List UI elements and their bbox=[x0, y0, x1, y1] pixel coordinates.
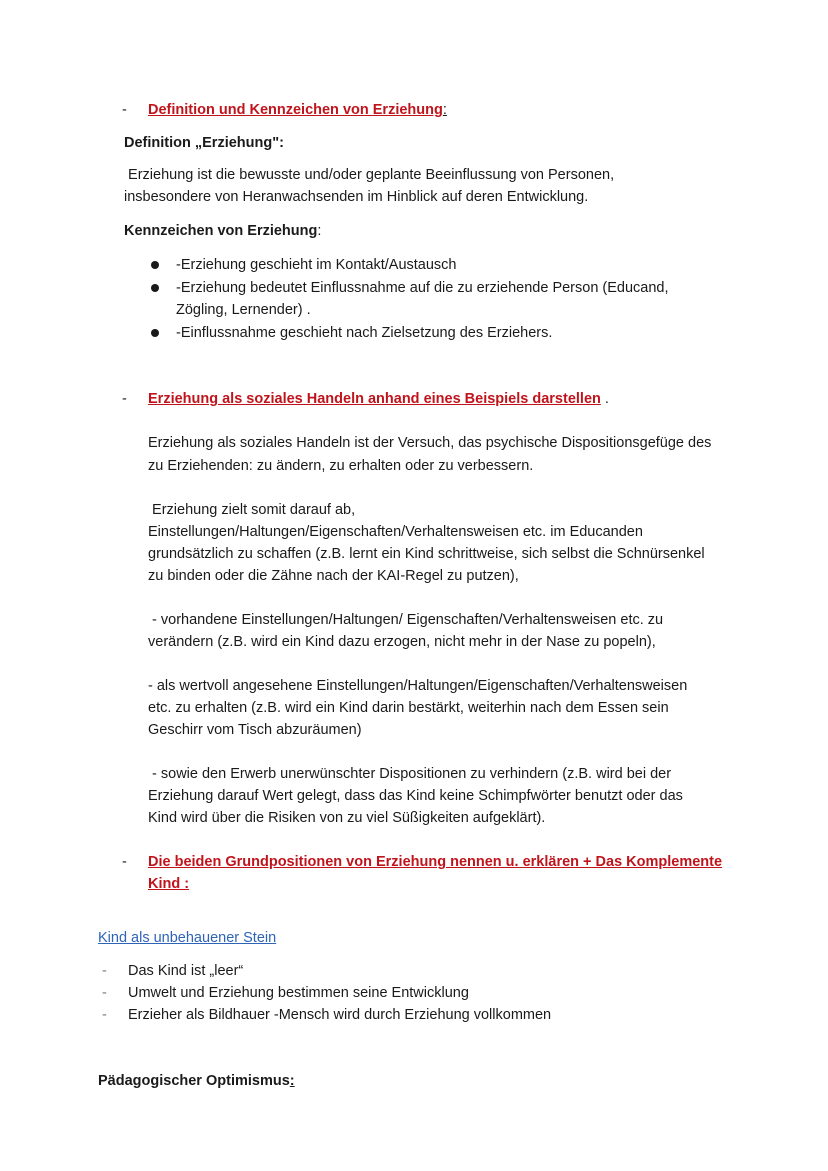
bullet-icon bbox=[151, 329, 159, 337]
link-kind-als-stein[interactable]: Kind als unbehauener Stein bbox=[98, 930, 277, 946]
definition-title: Definition „Erziehung": bbox=[124, 135, 284, 151]
list-dash: - bbox=[122, 391, 127, 407]
bullet-item-continuation: Zögling, Lernender) . bbox=[176, 302, 311, 318]
kennzeichen-title-text: Kennzeichen von Erziehung bbox=[124, 223, 318, 239]
definition-line-2: insbesondere von Heranwachsenden im Hinblick auf deren Entwicklung. bbox=[124, 189, 589, 205]
list-item: Erzieher als Bildhauer -Mensch wird durch Erziehung vollkommen bbox=[128, 1007, 552, 1023]
list-dash: - bbox=[102, 985, 107, 1001]
heading-text: Kind : bbox=[148, 876, 190, 892]
kennzeichen-colon: : bbox=[317, 223, 322, 239]
optimismus-colon: : bbox=[289, 1073, 295, 1089]
paragraph-line: etc. zu erhalten (z.B. wird ein Kind darin bestärkt, weiterhin nach dem Essen sein bbox=[148, 700, 669, 716]
heading-text: Definition und Kennzeichen von Erziehung bbox=[148, 102, 443, 118]
list-item: Das Kind ist „leer“ bbox=[128, 963, 244, 979]
section-heading-soziales-handeln bbox=[148, 388, 609, 410]
bullet-item: -Erziehung geschieht im Kontakt/Austausch bbox=[176, 257, 457, 273]
kennzeichen-title bbox=[124, 220, 321, 242]
paragraph-line: Geschirr vom Tisch abzuräumen) bbox=[148, 722, 362, 738]
paragraph-line: Erziehung als soziales Handeln ist der Versuch, das psychische Dispositionsgefüge des bbox=[148, 435, 712, 451]
section-heading-grundpositionen bbox=[148, 851, 722, 873]
bullet-item: -Einflussnahme geschieht nach Zielsetzung des Erziehers. bbox=[176, 325, 553, 341]
heading-suffix: . bbox=[600, 391, 609, 407]
paragraph-line: Erziehung zielt somit darauf ab, bbox=[148, 502, 356, 518]
heading-text: Die beiden Grundpositionen von Erziehung nennen u. erklären + Das Komplemente bbox=[148, 854, 723, 870]
list-dash: - bbox=[122, 854, 127, 870]
paragraph-line: - sowie den Erwerb unerwünschter Dispositionen zu verhindern (z.B. wird bei der bbox=[148, 766, 672, 782]
section-heading-grundpositionen-line2 bbox=[148, 873, 189, 895]
list-item: Umwelt und Erziehung bestimmen seine Entwicklung bbox=[128, 985, 469, 1001]
paragraph-line: - als wertvoll angesehene Einstellungen/Haltungen/Eigenschaften/Verhaltensweisen bbox=[148, 678, 688, 694]
paragraph-line: verändern (z.B. wird ein Kind dazu erzogen, nicht mehr in der Nase zu popeln), bbox=[148, 634, 656, 650]
optimismus-title-text: Pädagogischer Optimismus bbox=[98, 1073, 290, 1089]
paragraph-line: Kind wird über die Risiken von zu viel Süßigkeiten aufgeklärt). bbox=[148, 810, 546, 826]
paragraph-line: zu Erziehenden: zu ändern, zu erhalten oder zu verbessern. bbox=[148, 458, 534, 474]
heading-text: Erziehung als soziales Handeln anhand eines Beispiels darstellen bbox=[148, 391, 601, 407]
definition-line-1: Erziehung ist die bewusste und/oder geplante Beeinflussung von Personen, bbox=[124, 167, 615, 183]
paragraph-line: - vorhandene Einstellungen/Haltungen/ Eigenschaften/Verhaltensweisen etc. zu bbox=[148, 612, 664, 628]
bullet-item: -Erziehung bedeutet Einflussnahme auf die zu erziehende Person (Educand, bbox=[176, 280, 669, 296]
heading-colon: : bbox=[442, 102, 447, 118]
section-title-optimismus bbox=[98, 1070, 295, 1092]
paragraph-line: grundsätzlich zu schaffen (z.B. lernt ein Kind schrittweise, sich selbst die Schnürsenkel bbox=[148, 546, 705, 562]
bullet-icon bbox=[151, 284, 159, 292]
list-dash: - bbox=[102, 1007, 107, 1023]
bullet-icon bbox=[151, 261, 159, 269]
list-dash: - bbox=[122, 102, 127, 118]
list-dash: - bbox=[102, 963, 107, 979]
paragraph-line: Einstellungen/Haltungen/Eigenschaften/Verhaltensweisen etc. im Educanden bbox=[148, 524, 643, 540]
paragraph-line: Erziehung darauf Wert gelegt, dass das Kind keine Schimpfwörter benutzt oder das bbox=[148, 788, 683, 804]
section-heading-definition bbox=[148, 99, 447, 121]
paragraph-line: zu binden oder die Zähne nach der KAI-Regel zu putzen), bbox=[148, 568, 519, 584]
